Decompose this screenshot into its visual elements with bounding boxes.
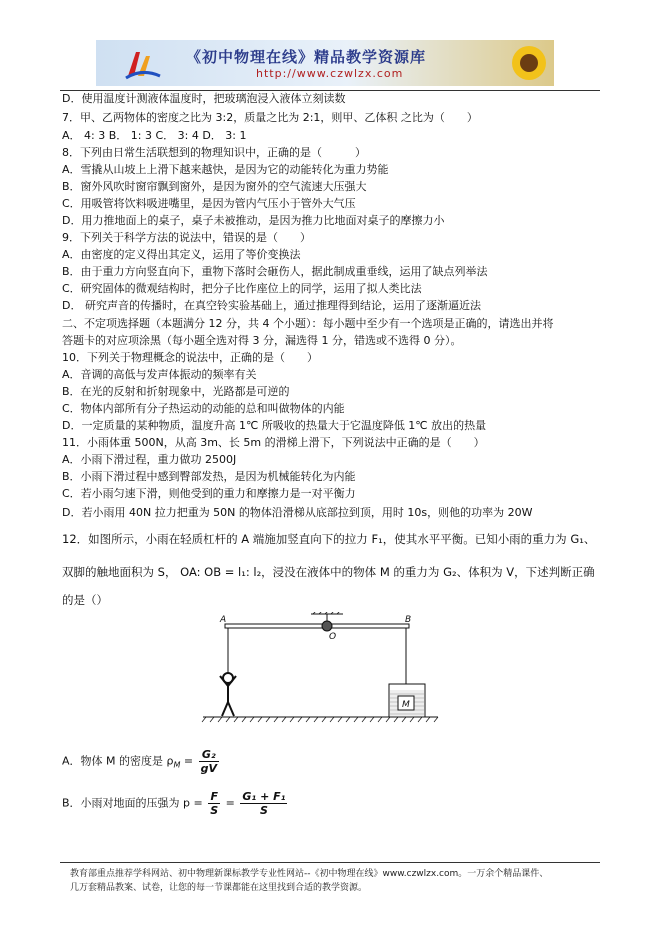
site-logo-icon — [122, 46, 162, 82]
fraction-denominator: S — [210, 804, 219, 817]
text-line: 10．下列关于物理概念的说法中，正确的是（ ） — [62, 351, 318, 364]
text-line: C．若小雨匀速下滑，则他受到的重力和摩擦力是一对平衡力 — [62, 487, 356, 500]
text-line: B．窗外风吹时窗帘飘到窗外，是因为窗外的空气流速大压强大 — [62, 180, 367, 193]
banner-url[interactable]: http://www.czwlzx.com — [256, 67, 404, 80]
option-b-eq: = — [222, 796, 239, 810]
header-banner — [96, 40, 554, 86]
question-12-line: 12．如图所示，小雨在轻质杠杆的 A 端施加竖直向下的拉力 F₁，使其水平平衡。已知小雨的重力为 G₁、 — [62, 532, 596, 546]
question-12-line: 的是（） — [62, 593, 108, 607]
text-line: 7．甲、乙两物体的密度之比为 3:2，质量之比为 2:1，则甲、乙体积 之比为（ ） — [62, 111, 478, 124]
label-a: A — [220, 615, 227, 625]
text-line: C．研究固体的微观结构时，把分子比作座位上的同学，运用了拟人类比法 — [62, 282, 422, 295]
text-line: A．音调的高低与发声体振动的频率有关 — [62, 368, 257, 381]
option-a-eq: = — [180, 754, 197, 768]
text-line: C．用吸管将饮料吸进嘴里，是因为管内气压小于管外大气压 — [62, 197, 356, 210]
person-figure — [220, 673, 236, 716]
text-line: C．物体内部所有分子热运动的动能的总和叫做物体的内能 — [62, 402, 345, 415]
text-line: D．一定质量的某种物质，温度升高 1℃ 所吸收的热量大于它温度降低 1℃ 放出的热量 — [62, 419, 487, 432]
fraction-numerator: G₁ + F₁ — [242, 790, 286, 803]
option-12-b — [62, 790, 289, 817]
lever-diagram — [198, 612, 448, 732]
liquid-container — [389, 684, 425, 717]
text-line: 11．小雨体重 500N，从高 3m、长 5m 的滑梯上滑下，下列说法中正确的是（ ） — [62, 436, 485, 449]
text-line: A． 4: 3 B． 1: 3 C． 3: 4 D． 3: 1 — [62, 129, 247, 142]
text-line: A．雪撬从山坡上上滑下越来越快，是因为它的动能转化为重力势能 — [62, 163, 389, 176]
label-b: B — [405, 615, 412, 625]
fraction-denominator: S — [259, 804, 268, 817]
text-line: D． 研究声音的传播时，在真空铃实验基础上，通过推理得到结论，运用了逐渐逼近法 — [62, 299, 481, 312]
text-line: 二、不定项选择题（本题满分 12 分，共 4 个小题）：每小题中至少有一个选项是正确的，请选出并将 — [62, 317, 554, 330]
text-line: D．用力推地面上的桌子，桌子未被推动，是因为推力比地面对桌子的摩擦力小 — [62, 214, 445, 227]
option-a-prefix: A．物体 M 的密度是 ρ — [62, 754, 174, 768]
text-line: A．由密度的定义得出其定义，运用了等价变换法 — [62, 248, 301, 261]
option-b-prefix: B．小雨对地面的压强为 p = — [62, 796, 207, 810]
fraction-numerator: G₂ — [199, 748, 219, 762]
question-12-line: 双脚的触地面积为 S， OA: OB = l₁: l₂，浸没在液体中的物体 M 的重力为 G₂、体积为 V，下述判断正确 — [62, 565, 595, 579]
text-line: B．由于重力方向竖直向下，重物下落时会砸伤人，据此制成重垂线，运用了缺点列举法 — [62, 265, 488, 278]
label-m: M — [402, 700, 410, 710]
banner-title: 《初中物理在线》精品教学资源库 — [186, 48, 427, 66]
footer-rule — [60, 862, 600, 863]
footer-line: 教育部重点推荐学科网站、初中物理新课标教学专业性网站--《初中物理在线》www.czwlzx.com。一万余个精品课件、 — [70, 869, 549, 879]
text-line: 8．下列由日常生活联想到的物理知识中，正确的是（ ） — [62, 146, 366, 159]
text-line: B．在光的反射和折射现象中，光路都是可逆的 — [62, 385, 290, 398]
fraction-pressure-1 — [208, 790, 220, 817]
text-line: B．小雨下滑过程中感到臀部发热，是因为机械能转化为内能 — [62, 470, 356, 483]
fraction-pressure-2 — [240, 790, 287, 817]
footer-line: 几万套精品教案、试卷，让您的每一节课都能在这里找到合适的教学资源。 — [70, 883, 368, 893]
option-12-a — [62, 748, 221, 775]
fraction-denominator: gV — [200, 762, 218, 775]
label-o: O — [329, 632, 337, 642]
fraction-density — [199, 748, 219, 775]
text-line: 9．下列关于科学方法的说法中，错误的是（ ） — [62, 231, 311, 244]
text-line: A．小雨下滑过程，重力做功 2500J — [62, 453, 237, 466]
text-line: D．若小雨用 40N 拉力把重为 50N 的物体沿滑梯从底部拉到顶，用时 10s，则他的功率为 20W — [62, 506, 533, 519]
fraction-numerator: F — [208, 790, 220, 804]
text-line: 答题卡的对应项涂黑（每小题全选对得 3 分，漏选得 1 分，错选或不选得 0 分）。 — [62, 334, 462, 347]
option-a-sub: M — [173, 760, 181, 770]
sunflower-icon — [508, 42, 550, 84]
text-line: D．使用温度计测液体温度时，把玻璃泡浸入液体立刻读数 — [62, 92, 346, 105]
